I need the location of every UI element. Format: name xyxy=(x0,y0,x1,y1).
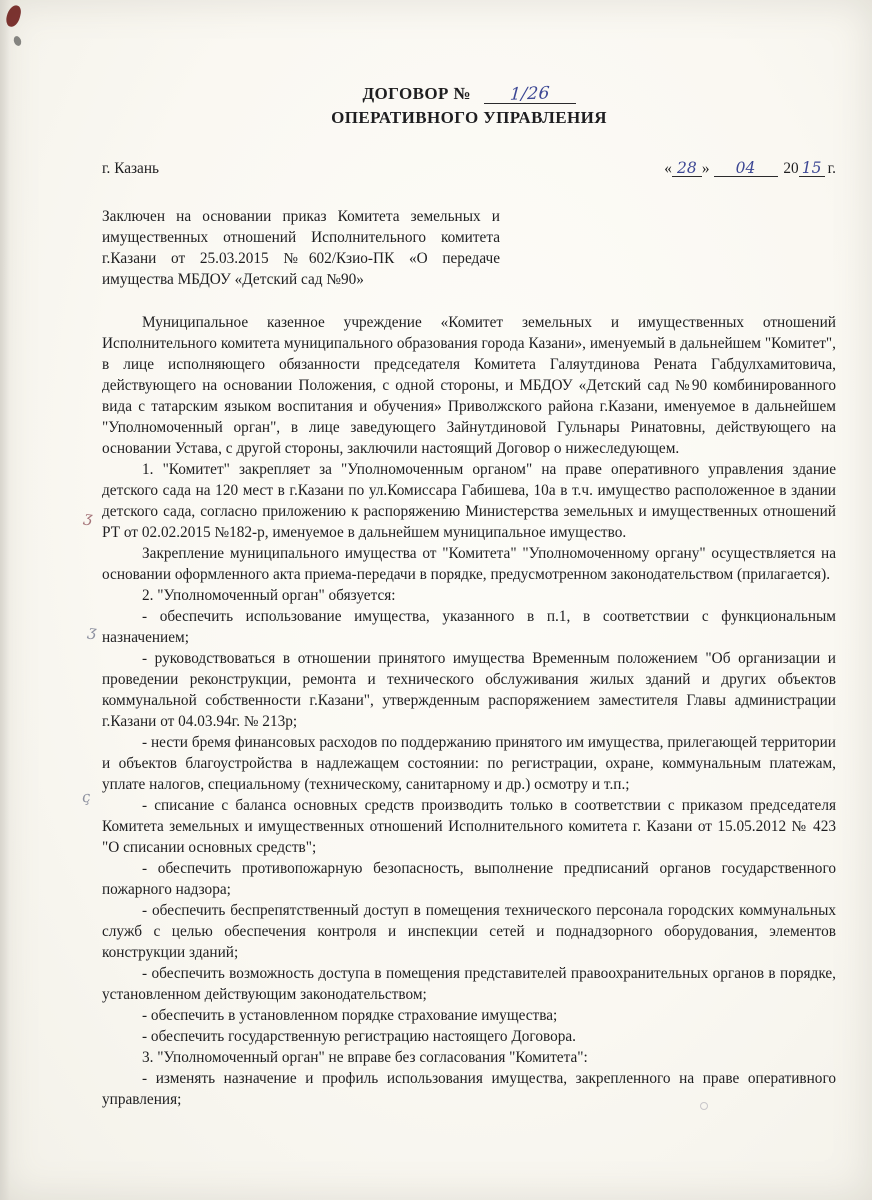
paragraph-clause-1: 1. "Комитет" закрепляет за "Уполномоченным органом" на праве оперативного управления здание детского сада на 120 мест в г.Казани по ул.Комиссара Габишева, 10а в т.ч. имущество расположенное в здании детского сада, согласно приложению к распоряжению Министерства земельных и имущественных отношений РТ от 02.02.2015 №182-р, именуемое в дальнейшем муниципальное имущество. xyxy=(102,461,836,541)
clause-2-item: - обеспечить возможность доступа в помещения представителей правоохранительных органов в порядке, установленном действующим законодательством; xyxy=(102,965,836,1003)
date-open-quote: « xyxy=(664,160,672,177)
clause-2-item: - нести бремя финансовых расходов по поддержанию принятого им имущества, прилегающей территории и объектов благоустройства в надлежащем состоянии: по регистрации, охране, коммунальным платежам, уплате налогов, специальному (техническому, санитарному и др.) осмотру и т.п.; xyxy=(102,734,836,793)
date-year-prefix: 20 xyxy=(783,160,799,177)
date-year-handwritten: 15 xyxy=(801,159,822,177)
date-close-quote: » xyxy=(701,160,710,177)
clause-2-item: - обеспечить противопожарную безопасность, выполнение предписаний органов государственного пожарного надзора; xyxy=(102,860,836,898)
date-year-blank xyxy=(799,161,825,177)
paragraph-preamble: Муниципальное казенное учреждение «Комитет земельных и имущественных отношений Исполнительного комитета муниципального образования города Казани», именуемый в дальнейшем "Комитет", в лице исполняющего обязанности председателя Комитета Галяутдинова Рената Габдулхамитовича, действующего на основании Положения, с одной стороны, и МБДОУ «Детский сад №90 комбинированного вида с татарским языком воспитания и обучения» Приволжского района г.Казани, именуемое в дальнейшем "Уполномоченный орган", в лице заведующего Зайнутдиновой Гульнары Ринатовны, действующего на основании Устава, с другой стороны, заключили настоящий Договор о нижеследующем. xyxy=(102,314,836,457)
city-date-row xyxy=(102,160,836,178)
date-month-handwritten: 04 xyxy=(735,159,756,177)
margin-pen-mark: ʒ xyxy=(86,621,98,641)
contract-number-blank xyxy=(484,85,576,104)
clause-2-item: - списание с баланса основных средств производить только в соответствии с приказом председателя Комитета земельных и имущественных отношений Исполнительного комитета г. Казани от 15.05.2012 № 423 "О списании основных средств"; xyxy=(102,797,836,856)
clause-2-item: - обеспечить использование имущества, указанного в п.1, в соответствии с функциональным назначением; xyxy=(102,608,836,646)
clause-2-item: - обеспечить государственную регистрацию настоящего Договора. xyxy=(142,1028,577,1045)
date-day-handwritten: 28 xyxy=(676,159,697,177)
clause-2-item: - обеспечить беспрепятственный доступ в помещения технического персонала городских коммунальных служб с целью обеспечения контроля и инспекции сетей и поднадзорного оборудования, элементов конструкции зданий; xyxy=(102,902,836,961)
date-day-blank xyxy=(672,161,702,177)
scan-corner-smudge xyxy=(13,35,23,47)
clause-3-item: - изменять назначение и профиль использования имущества, закрепленного на праве оперативного управления; xyxy=(102,1070,836,1108)
margin-pen-mark: ҫ xyxy=(81,787,92,807)
paragraph-clause-1a: Закрепление муниципального имущества от "Комитета" "Уполномоченному органу" осуществляется на основании оформленного акта приема-передачи в порядке, предусмотренном законодательством (прилагается). xyxy=(102,545,836,583)
document-content xyxy=(102,82,836,1110)
title-line-1 xyxy=(102,82,836,106)
clause-2-item: - руководствоваться в отношении принятого имущества Временным положением "Об организации и проведении реконструкции, ремонта и технического обслуживания жилых зданий и других объектов коммунальной собственности г.Казани", утвержденным распоряжением заместителя Главы администрации г.Казани от 04.03.94г. № 213р; xyxy=(102,650,836,730)
clause-2-item: - обеспечить в установленном порядке страхование имущества; xyxy=(142,1007,558,1024)
paragraph-clause-3: 3. "Уполномоченный орган" не вправе без согласования "Комитета": xyxy=(142,1049,588,1066)
margin-pen-mark: ʒ xyxy=(82,507,94,527)
date-month-blank xyxy=(714,161,778,177)
title-label: ДОГОВОР № xyxy=(362,84,471,103)
contract-body xyxy=(102,312,836,1110)
city-label: г. Казань xyxy=(102,160,159,177)
date-line xyxy=(664,160,836,178)
document-title xyxy=(102,82,836,130)
date-suffix: г. xyxy=(827,160,836,177)
title-line-2: ОПЕРАТИВНОГО УПРАВЛЕНИЯ xyxy=(331,108,607,127)
contract-number-handwritten: 1/26 xyxy=(508,83,551,105)
paragraph-clause-2: 2. "Уполномоченный орган" обязуется: xyxy=(142,587,396,604)
basis-clause: Заключен на основании приказ Комитета земельных и имущественных отношений Исполнительного комитета г.Казани от 25.03.2015 №602/Кзио-ПК «О передаче имущества МБДОУ «Детский сад №90» xyxy=(102,208,500,288)
scan-corner-stain xyxy=(5,4,23,28)
